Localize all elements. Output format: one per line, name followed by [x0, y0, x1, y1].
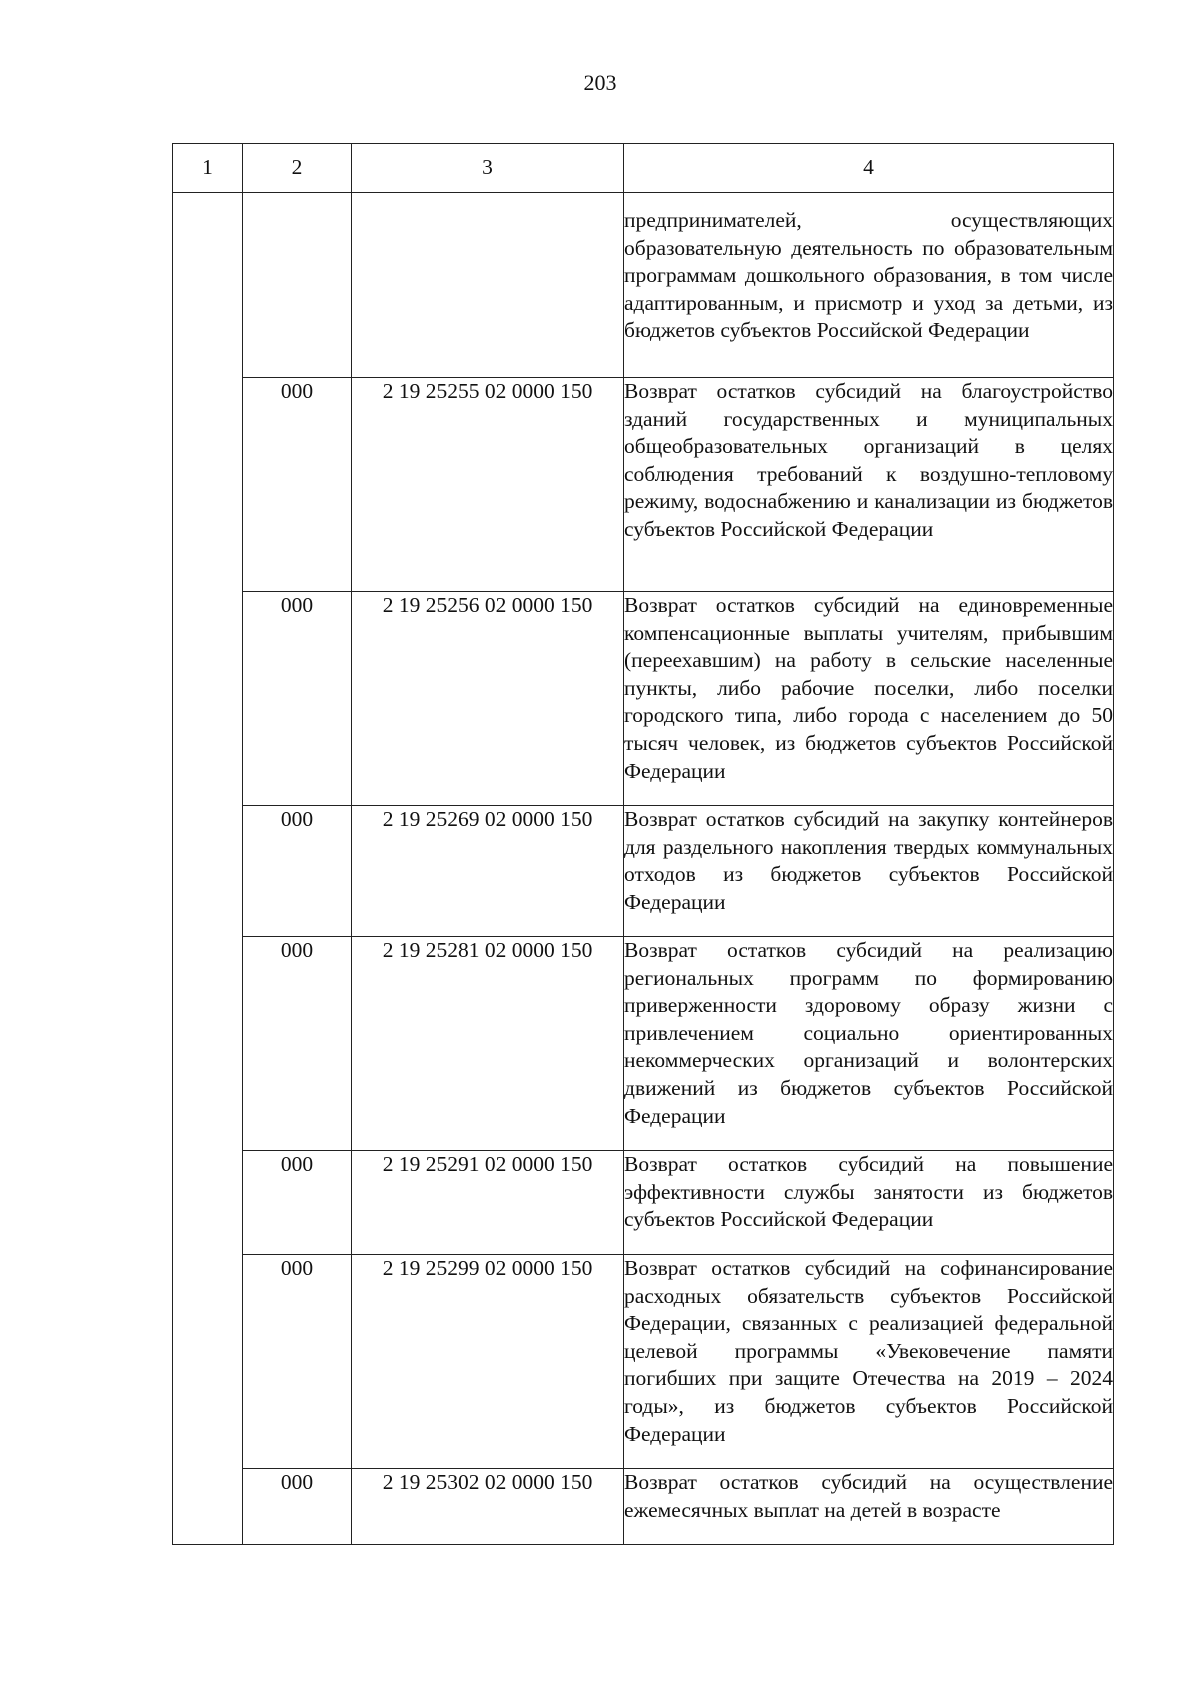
- kbk-cell: 2 19 25281 02 0000 150: [352, 937, 624, 1151]
- code-cell: 000: [243, 937, 352, 1151]
- description-cell: предпринимателей, осуществляющих образовательную деятельность по образовательным программам дошкольного образования, в том числе адаптированным, и присмотр и уход за детьми, из бюджетов субъектов Российской Федерации: [624, 193, 1114, 378]
- kbk-cell: 2 19 25255 02 0000 150: [352, 378, 624, 592]
- column-header-4: 4: [624, 144, 1114, 193]
- kbk-cell: 2 19 25269 02 0000 150: [352, 806, 624, 937]
- column-header-2: 2: [243, 144, 352, 193]
- code-cell: 000: [243, 378, 352, 592]
- table-row: [173, 806, 1114, 937]
- kbk-cell: 2 19 25302 02 0000 150: [352, 1469, 624, 1545]
- description-cell: Возврат остатков субсидий на единовременные компенсационные выплаты учителям, прибывшим (переехавшим) на работу в сельские населенные пункты, либо рабочие поселки, либо поселки городского типа, либо города с населением до 50 тысяч человек, из бюджетов субъектов Российской Федерации: [624, 592, 1114, 806]
- table-row: [173, 1255, 1114, 1469]
- description-cell: Возврат остатков субсидий на повышение эффективности службы занятости из бюджетов субъектов Российской Федерации: [624, 1151, 1114, 1255]
- code-cell-empty: [243, 193, 352, 378]
- code-cell: 000: [243, 1469, 352, 1545]
- table-row: [173, 1469, 1114, 1545]
- page-number: 203: [583, 70, 617, 95]
- column-1-cell: [173, 193, 243, 1545]
- description-cell: Возврат остатков субсидий на благоустройство зданий государственных и муниципальных общеобразовательных организаций в целях соблюдения требований к воздушно-тепловому режиму, водоснабжению и канализации из бюджетов субъектов Российской Федерации: [624, 378, 1114, 592]
- description-cell: Возврат остатков субсидий на осуществление ежемесячных выплат на детей в возрасте: [624, 1469, 1114, 1545]
- table-row: [173, 193, 1114, 378]
- kbk-cell: 2 19 25299 02 0000 150: [352, 1255, 624, 1469]
- table-row: [173, 1151, 1114, 1255]
- column-header-3: 3: [352, 144, 624, 193]
- budget-codes-table: [172, 143, 1114, 1545]
- table-row: [173, 378, 1114, 592]
- code-cell: 000: [243, 1255, 352, 1469]
- kbk-cell: 2 19 25256 02 0000 150: [352, 592, 624, 806]
- code-cell: 000: [243, 806, 352, 937]
- kbk-cell-empty: [352, 193, 624, 378]
- table-row: [173, 937, 1114, 1151]
- table-header-row: [173, 144, 1114, 193]
- code-cell: 000: [243, 1151, 352, 1255]
- column-header-1: 1: [173, 144, 243, 193]
- description-cell: Возврат остатков субсидий на софинансирование расходных обязательств субъектов Российской Федерации, связанных с реализацией федеральной целевой программы «Увековечение памяти погибших при защите Отечества на 2019 – 2024 годы», из бюджетов субъектов Российской Федерации: [624, 1255, 1114, 1469]
- description-cell: Возврат остатков субсидий на реализацию региональных программ по формированию приверженности здоровому образу жизни с привлечением социально ориентированных некоммерческих организаций и волонтерских движений из бюджетов субъектов Российской Федерации: [624, 937, 1114, 1151]
- table-row: [173, 592, 1114, 806]
- code-cell: 000: [243, 592, 352, 806]
- description-cell: Возврат остатков субсидий на закупку контейнеров для раздельного накопления твердых коммунальных отходов из бюджетов субъектов Российской Федерации: [624, 806, 1114, 937]
- kbk-cell: 2 19 25291 02 0000 150: [352, 1151, 624, 1255]
